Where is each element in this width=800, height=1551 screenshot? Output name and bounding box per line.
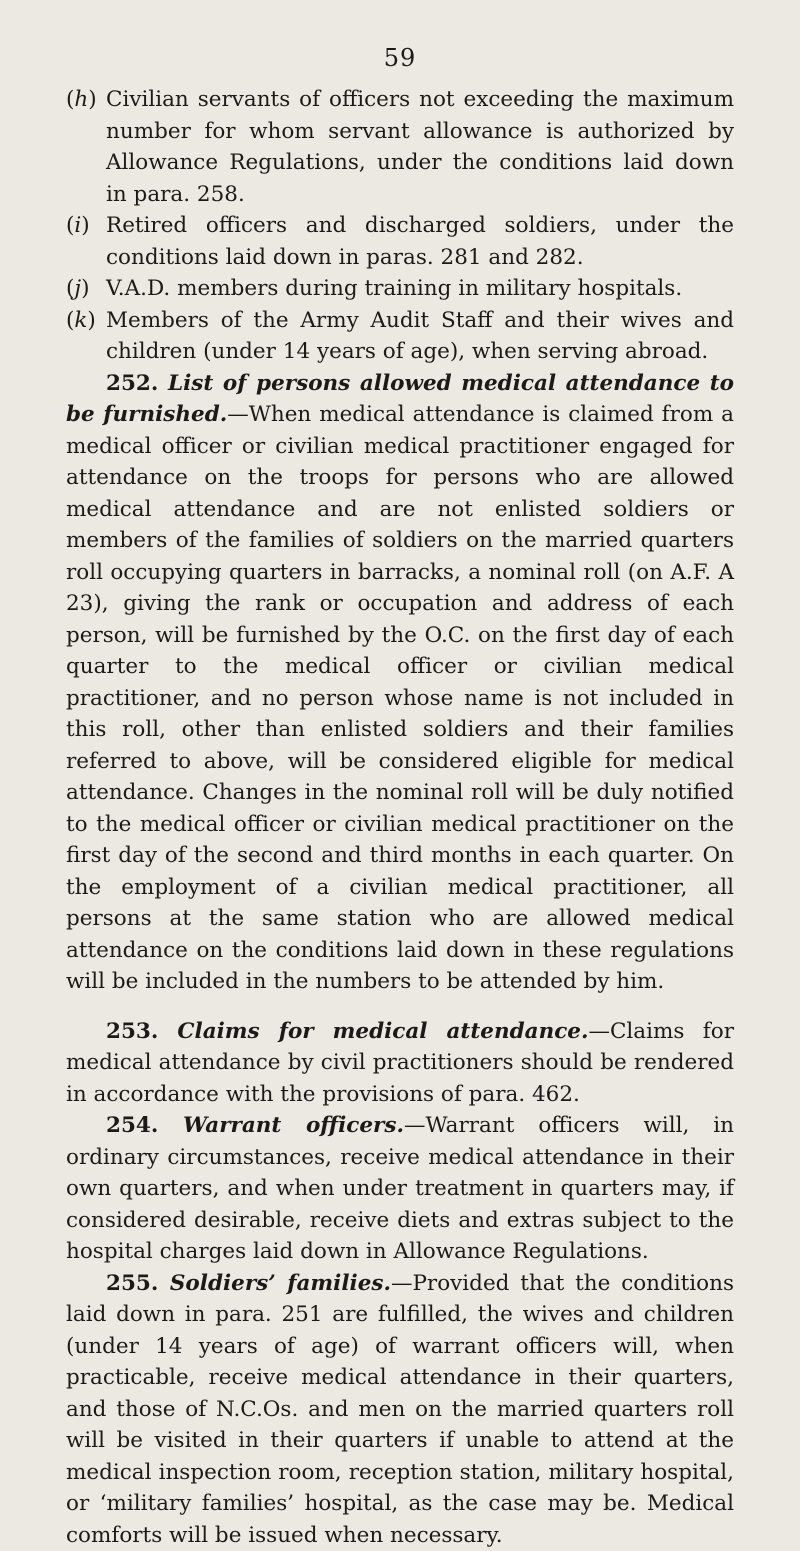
paragraph-text: —When medical attendance is claimed from a medical officer or civilian medical practitioner engaged for attendance on the troops for persons who are allowed medical attendance and are not enlisted soldiers or members of the families of soldiers on the married quarters roll occupying quarters in barracks, a nominal roll (on A.F. A 23), giving the rank or occupation and address of each person, will be furnished by the O.C. on the first day of each quarter to the medical officer or civilian medical practitioner, and no person whose name is not included in this roll, other than enlisted soldiers and their families referred to above, will be considered eligible for medical attendance. Changes in the nominal roll will be duly notified to the medical officer or civilian medical practitioner on the first day of the second and third months in each quarter. On the employment of a civilian medical practitioner, all persons at the same station who are allowed medical attendance on the conditions laid down in these regulations will be included in the numbers to be attended by him.: [66, 402, 734, 994]
paragraph-text: —Claims for medical attendance by civil practitioners should be rendered in accordance with the provisions of para. 462.: [66, 1019, 734, 1107]
sub-item-text: Members of the Army Audit Staff and their wives and children (under 14 years of age), when serving abroad.: [106, 308, 734, 365]
paragraph-text: —Warrant officers will, in ordinary circumstances, receive medical attendance in their own quarters, and when under treatment in quarters may, if considered desirable, receive diets and extras subject to the hospital charges laid down in Allowance Regulations.: [66, 1113, 734, 1264]
paragraph-number: 255.: [106, 1271, 158, 1296]
sub-item-k: [66, 305, 734, 368]
paragraph-number: 254.: [106, 1113, 158, 1138]
paragraph-number: 253.: [106, 1019, 158, 1044]
paragraph-heading: 254. Warrant officers.: [106, 1113, 404, 1138]
sub-item-label: (k): [66, 305, 106, 337]
paragraph-252: [66, 368, 734, 998]
sub-item-text: Retired officers and discharged soldiers, under the conditions laid down in paras. 281 and 282.: [106, 213, 734, 270]
sub-item-h: [66, 84, 734, 210]
paragraph-heading: 253. Claims for medical attendance.: [106, 1019, 588, 1044]
sub-item-label: (i): [66, 210, 106, 242]
sub-item-text: Civilian servants of officers not exceeding the maximum number for whom servant allowance is authorized by Allowance Regulations, under the conditions laid down in para. 258.: [106, 87, 734, 207]
paragraph-number: 252.: [106, 371, 158, 396]
sub-item-label: (j): [66, 273, 106, 305]
paragraph-255: [66, 1268, 734, 1551]
page-number: 59: [66, 44, 734, 72]
paragraph-text: —Provided that the conditions laid down in para. 251 are fulfilled, the wives and children (under 14 years of age) of warrant officers will, when practicable, receive medical attendance in their quarters, and those of N.C.Os. and men on the married quarters roll will be visited in their quarters if unable to attend at the medical inspection room, reception station, military hospital, or ‘military families’ hospital, as the case may be. Medical comforts will be issued when necessary.: [66, 1271, 734, 1548]
sub-item-text: V.A.D. members during training in military hospitals.: [106, 276, 682, 301]
body-text: [66, 84, 734, 1551]
paragraph-254: [66, 1110, 734, 1268]
paragraph-heading: 255. Soldiers’ families.: [106, 1271, 391, 1296]
paragraph-253: [66, 1016, 734, 1111]
sub-item-j: [66, 273, 734, 305]
paragraph-heading: 252. List of persons allowed medical attendance to be furnished.: [66, 371, 734, 428]
sub-item-i: [66, 210, 734, 273]
sub-item-label: (h): [66, 84, 106, 116]
